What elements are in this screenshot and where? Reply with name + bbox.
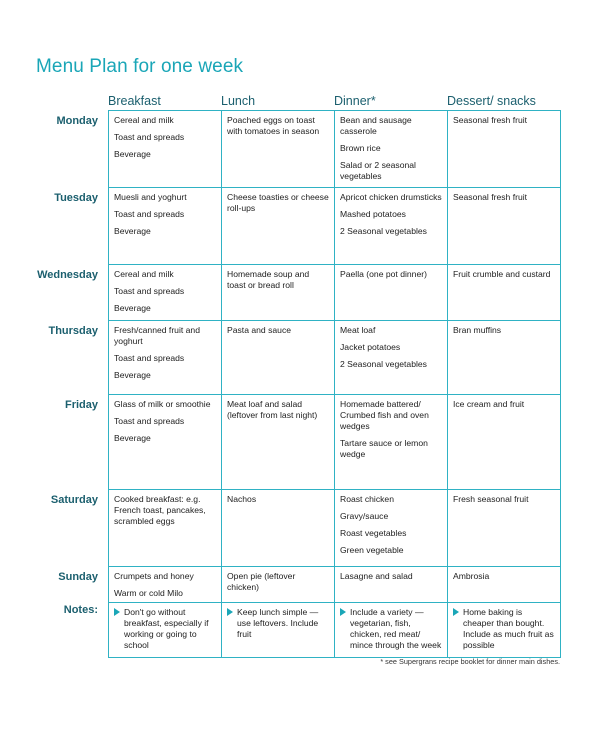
cell-friday-lunch bbox=[222, 395, 335, 490]
column-header-dinner: Dinner* bbox=[334, 94, 376, 108]
day-label-saturday: Saturday bbox=[50, 494, 98, 506]
menu-item: Fresh/canned fruit and yoghurt bbox=[114, 325, 200, 346]
cell-monday-dinner bbox=[335, 111, 448, 188]
menu-item: Beverage bbox=[114, 226, 151, 236]
triangle-bullet-icon bbox=[453, 608, 459, 616]
column-header-lunch: Lunch bbox=[221, 94, 256, 108]
menu-item: Gravy/sauce bbox=[340, 511, 389, 521]
menu-item: Roast vegetables bbox=[340, 528, 407, 538]
menu-item: Tartare sauce or lemon wedge bbox=[340, 438, 428, 459]
menu-item: Homemade soup and toast or bread roll bbox=[227, 269, 310, 290]
cell-friday-dinner bbox=[335, 395, 448, 490]
menu-item: Warm or cold Milo bbox=[114, 588, 183, 598]
cell-friday-breakfast bbox=[109, 395, 222, 490]
table-row-saturday bbox=[109, 490, 561, 567]
cell-notes-lunch bbox=[222, 603, 335, 658]
cell-wednesday-breakfast bbox=[109, 265, 222, 321]
cell-sunday-breakfast bbox=[109, 567, 222, 603]
menu-item: Jacket potatoes bbox=[340, 342, 401, 352]
menu-item: Ice cream and fruit bbox=[453, 399, 525, 409]
menu-item: Pasta and sauce bbox=[227, 325, 292, 335]
menu-item: Glass of milk or smoothie bbox=[114, 399, 211, 409]
table-row-thursday bbox=[109, 321, 561, 395]
menu-item: Roast chicken bbox=[340, 494, 394, 504]
menu-item: Open pie (leftover chicken) bbox=[227, 571, 296, 592]
note-content: Keep lunch simple — use leftovers. Include fruit bbox=[237, 607, 319, 639]
cell-thursday-dinner bbox=[335, 321, 448, 395]
cell-tuesday-breakfast bbox=[109, 188, 222, 265]
cell-wednesday-dinner bbox=[335, 265, 448, 321]
note-content: Include a variety — vegetarian, fish, chicken, red meat/ mince through the week bbox=[350, 607, 442, 650]
cell-monday-breakfast bbox=[109, 111, 222, 188]
cell-tuesday-lunch bbox=[222, 188, 335, 265]
table-row-notes bbox=[109, 603, 561, 658]
menu-item: Toast and spreads bbox=[114, 209, 185, 219]
menu-item: Meat loaf and salad (leftover from last night) bbox=[227, 399, 318, 420]
menu-item: Toast and spreads bbox=[114, 353, 185, 363]
menu-item: Toast and spreads bbox=[114, 286, 185, 296]
note-text bbox=[340, 607, 442, 651]
menu-item: Toast and spreads bbox=[114, 416, 185, 426]
cell-sunday-lunch bbox=[222, 567, 335, 603]
cell-sunday-dinner bbox=[335, 567, 448, 603]
table-row-tuesday bbox=[109, 188, 561, 265]
menu-item: Apricot chicken drumsticks bbox=[340, 192, 442, 202]
cell-notes-breakfast bbox=[109, 603, 222, 658]
menu-item: Mashed potatoes bbox=[340, 209, 406, 219]
footnote: * see Supergrans recipe booklet for dinner main dishes. bbox=[380, 657, 560, 666]
day-label-notes: Notes: bbox=[63, 604, 98, 616]
menu-item: Paella (one pot dinner) bbox=[340, 269, 427, 279]
table-row-monday bbox=[109, 111, 561, 188]
menu-table bbox=[108, 110, 561, 658]
cell-saturday-dessert bbox=[448, 490, 561, 567]
menu-item: Ambrosia bbox=[453, 571, 490, 581]
cell-saturday-breakfast bbox=[109, 490, 222, 567]
day-label-sunday: Sunday bbox=[58, 571, 98, 583]
menu-item: Beverage bbox=[114, 433, 151, 443]
cell-notes-dessert bbox=[448, 603, 561, 658]
menu-item: Seasonal fresh fruit bbox=[453, 115, 528, 125]
cell-notes-dinner bbox=[335, 603, 448, 658]
menu-item: Cheese toasties or cheese roll-ups bbox=[227, 192, 329, 213]
table-row-wednesday bbox=[109, 265, 561, 321]
cell-thursday-breakfast bbox=[109, 321, 222, 395]
triangle-bullet-icon bbox=[227, 608, 233, 616]
menu-item: Green vegetable bbox=[340, 545, 404, 555]
menu-item: Cereal and milk bbox=[114, 269, 174, 279]
cell-monday-dessert bbox=[448, 111, 561, 188]
table-row-sunday bbox=[109, 567, 561, 603]
menu-item: Cereal and milk bbox=[114, 115, 174, 125]
menu-item: Toast and spreads bbox=[114, 132, 185, 142]
day-label-monday: Monday bbox=[56, 115, 98, 127]
day-label-thursday: Thursday bbox=[48, 325, 98, 337]
day-label-tuesday: Tuesday bbox=[54, 192, 98, 204]
cell-wednesday-dessert bbox=[448, 265, 561, 321]
menu-item: Cooked breakfast: e.g. French toast, pancakes, scrambled eggs bbox=[114, 494, 206, 526]
column-header-breakfast: Breakfast bbox=[108, 94, 161, 108]
table-row-friday bbox=[109, 395, 561, 490]
menu-item: 2 Seasonal vegetables bbox=[340, 359, 427, 369]
triangle-bullet-icon bbox=[114, 608, 120, 616]
cell-thursday-lunch bbox=[222, 321, 335, 395]
note-text bbox=[114, 607, 216, 651]
menu-item: Muesli and yoghurt bbox=[114, 192, 187, 202]
menu-item: Beverage bbox=[114, 303, 151, 313]
menu-item: Salad or 2 seasonal vegetables bbox=[340, 160, 416, 181]
menu-item: Beverage bbox=[114, 149, 151, 159]
cell-wednesday-lunch bbox=[222, 265, 335, 321]
day-label-wednesday: Wednesday bbox=[37, 269, 98, 281]
menu-item: Bran muffins bbox=[453, 325, 502, 335]
note-text bbox=[227, 607, 329, 640]
menu-item: Homemade battered/ Crumbed fish and oven wedges bbox=[340, 399, 429, 431]
cell-saturday-dinner bbox=[335, 490, 448, 567]
menu-item: Nachos bbox=[227, 494, 257, 504]
column-header-dessert: Dessert/ snacks bbox=[447, 94, 536, 108]
menu-item: Brown rice bbox=[340, 143, 381, 153]
menu-item: Lasagne and salad bbox=[340, 571, 413, 581]
cell-tuesday-dinner bbox=[335, 188, 448, 265]
menu-item: 2 Seasonal vegetables bbox=[340, 226, 427, 236]
menu-item: Crumpets and honey bbox=[114, 571, 194, 581]
note-content: Home baking is cheaper than bought. Include as much fruit as possible bbox=[463, 607, 554, 650]
cell-saturday-lunch bbox=[222, 490, 335, 567]
menu-item: Meat loaf bbox=[340, 325, 376, 335]
cell-sunday-dessert bbox=[448, 567, 561, 603]
menu-item: Beverage bbox=[114, 370, 151, 380]
menu-item: Fresh seasonal fruit bbox=[453, 494, 529, 504]
note-text bbox=[453, 607, 555, 651]
menu-item: Seasonal fresh fruit bbox=[453, 192, 528, 202]
cell-tuesday-dessert bbox=[448, 188, 561, 265]
menu-item: Bean and sausage casserole bbox=[340, 115, 412, 136]
menu-item: Poached eggs on toast with tomatoes in season bbox=[227, 115, 320, 136]
menu-item: Fruit crumble and custard bbox=[453, 269, 551, 279]
cell-monday-lunch bbox=[222, 111, 335, 188]
note-content: Don't go without breakfast, especially if working or going to school bbox=[124, 607, 209, 650]
triangle-bullet-icon bbox=[340, 608, 346, 616]
page-title: Menu Plan for one week bbox=[36, 56, 244, 77]
cell-thursday-dessert bbox=[448, 321, 561, 395]
day-label-friday: Friday bbox=[64, 399, 98, 411]
cell-friday-dessert bbox=[448, 395, 561, 490]
